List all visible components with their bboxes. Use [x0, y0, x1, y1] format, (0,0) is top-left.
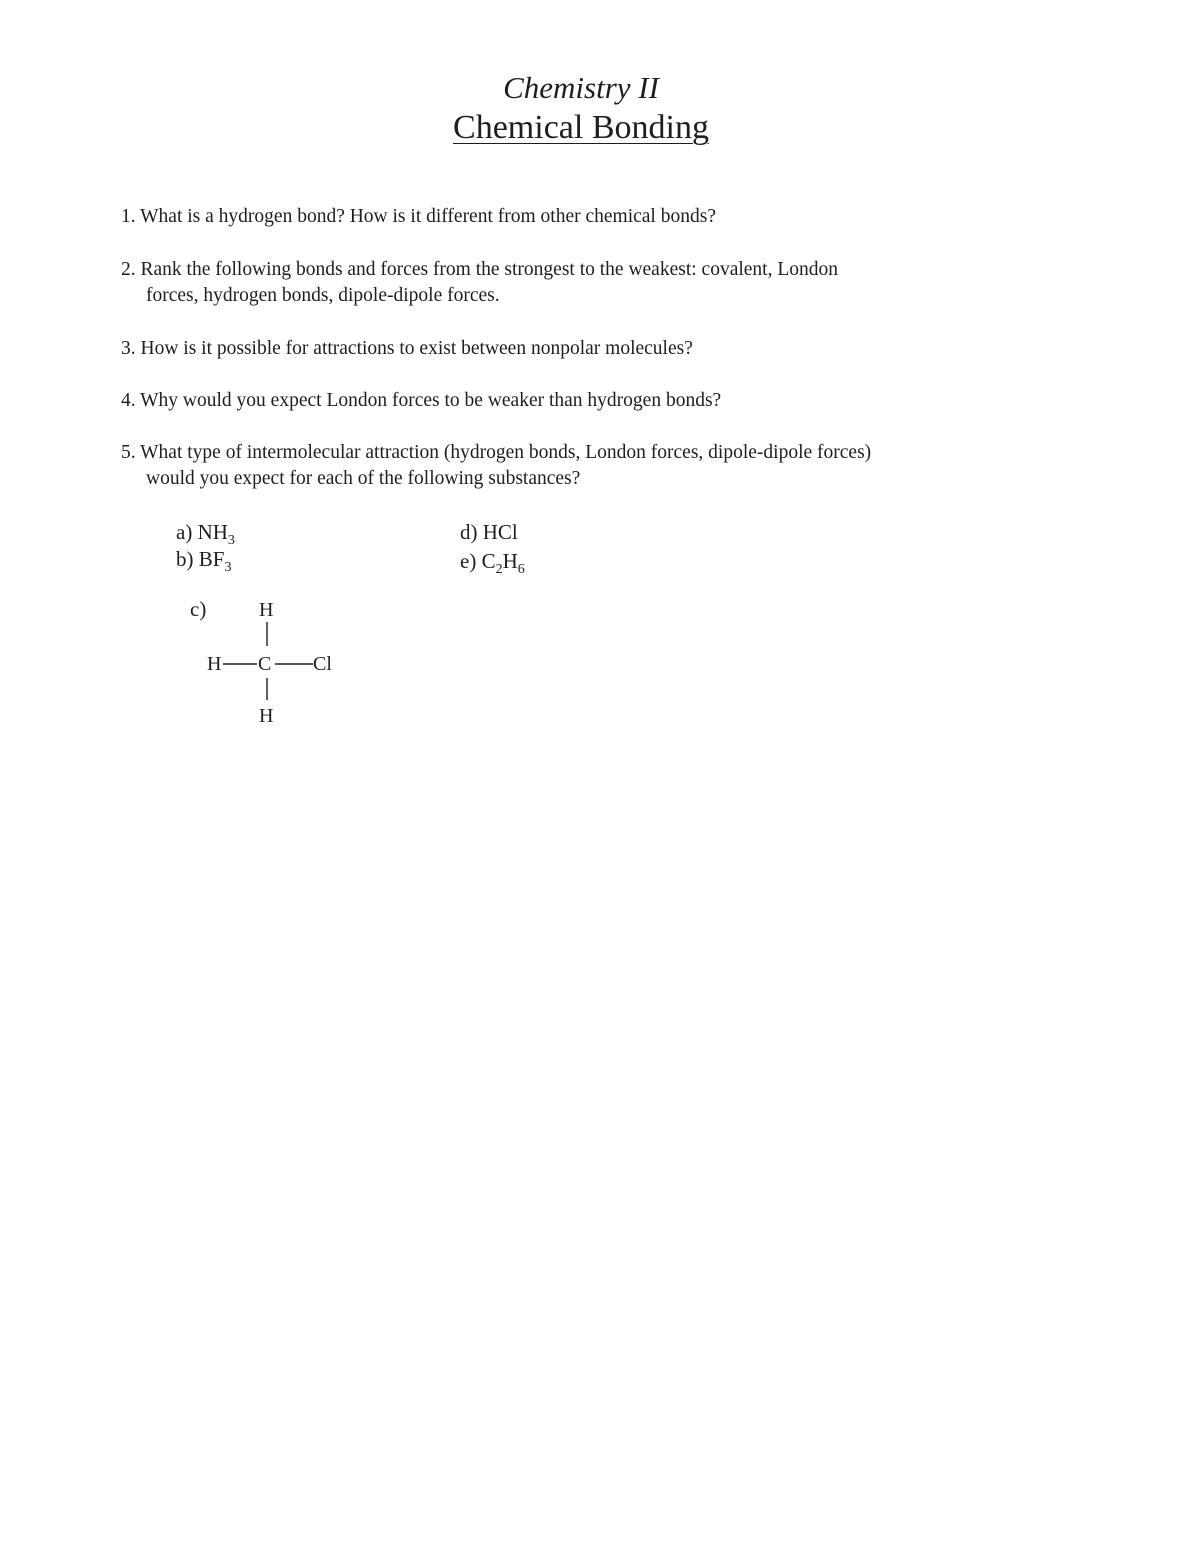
atom-c-center: C: [258, 653, 272, 675]
question-text: What type of intermolecular attraction (hydrogen bonds, London forces, dipole-dipole forces): [140, 442, 872, 463]
atom-h-left: H: [207, 653, 222, 675]
question-2-line-2: forces, hydrogen bonds, dipole-dipole forces.: [146, 285, 500, 306]
atom-h-bottom: H: [259, 705, 274, 727]
question-2-line-1: [121, 257, 1021, 283]
substance-b: [176, 545, 231, 573]
question-text: Why would you expect London forces to be weaker than hydrogen bonds?: [140, 390, 722, 411]
question-1: [121, 204, 1021, 230]
substance-label: b): [176, 547, 194, 571]
question-1-line-1: [121, 204, 1021, 230]
substance-d: [460, 518, 518, 546]
question-number: 2.: [121, 259, 136, 280]
structural-formula-ch2cl: [195, 590, 345, 730]
question-text: How is it possible for attractions to exist between nonpolar molecules?: [140, 338, 693, 359]
question-number: 3.: [121, 338, 136, 359]
course-title: Chemistry II: [503, 70, 659, 105]
formula-hcl: HCl: [482, 520, 518, 544]
substance-a: [176, 518, 235, 546]
question-number: 5.: [121, 442, 136, 463]
atom-h-top: H: [259, 599, 274, 621]
question-3: [121, 336, 1021, 362]
question-5-line-2: would you expect for each of the following substances?: [146, 468, 581, 489]
formula-nh3: $NH_3$: [197, 520, 235, 548]
question-text: Rank the following bonds and forces from the strongest to the weakest: covalent, London: [140, 259, 839, 280]
question-3-line-1: [121, 336, 1021, 362]
question-number: 1.: [121, 206, 136, 227]
worksheet-title: Chemical Bonding: [453, 109, 709, 146]
substance-e: [460, 547, 525, 575]
atom-cl-right: Cl: [313, 653, 332, 675]
question-2: [121, 257, 1021, 309]
substance-c-label: c): [190, 597, 207, 621]
formula-c2h6: $C_2H_6$: [481, 549, 525, 577]
question-text: What is a hydrogen bond? How is it different from other chemical bonds?: [140, 206, 716, 227]
substance-label: a): [176, 520, 193, 544]
formula-bf3: $BF_3$: [198, 547, 232, 575]
substance-label: d): [460, 520, 478, 544]
question-4: [121, 388, 1021, 414]
question-5-line-1: [121, 440, 1021, 466]
question-number: 4.: [121, 390, 136, 411]
substance-label: e): [460, 549, 477, 573]
question-5: [121, 440, 1021, 492]
question-4-line-1: [121, 388, 1021, 414]
